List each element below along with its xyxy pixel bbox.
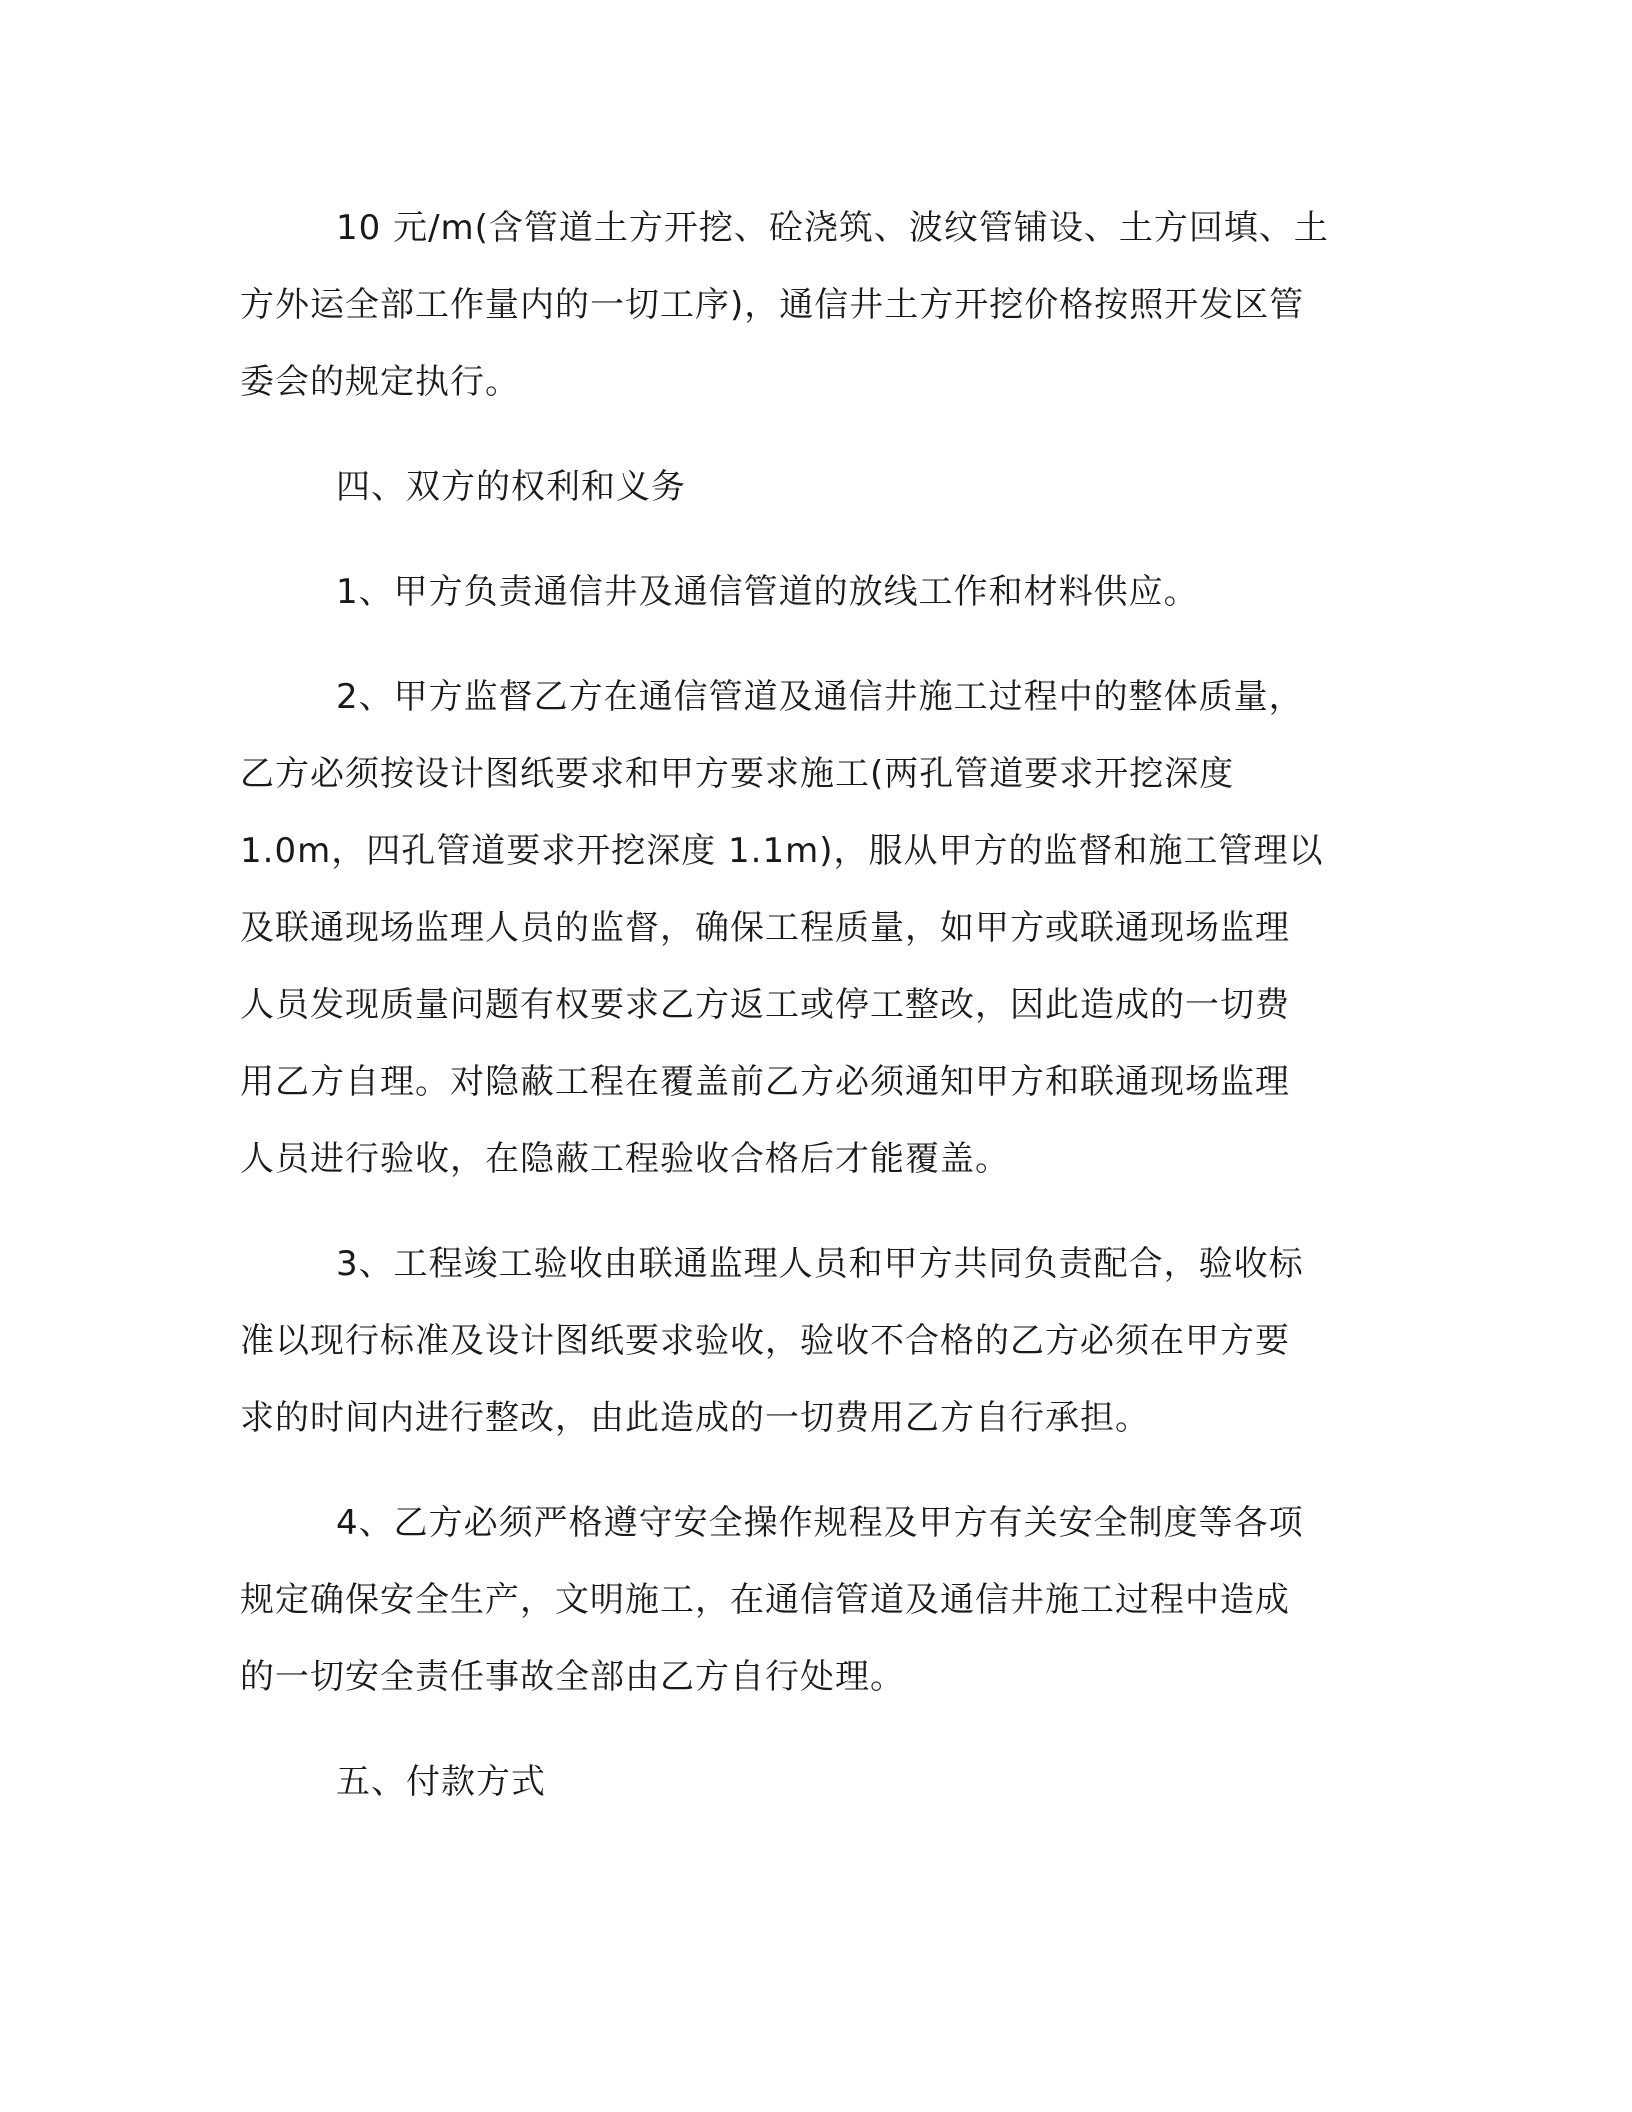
text-line: 方外运全部工作量内的一切工序)，通信井土方开挖价格按照开发区管 <box>240 285 1305 325</box>
text-line: 人员进行验收，在隐蔽工程验收合格后才能覆盖。 <box>240 1139 1010 1179</box>
text-line: 用乙方自理。对隐蔽工程在覆盖前乙方必须通知甲方和联通现场监理 <box>240 1062 1290 1102</box>
paragraph-item-2 <box>240 659 1375 1198</box>
paragraph-item-1 <box>240 554 1375 631</box>
text-line: 人员发现质量问题有权要求乙方返工或停工整改，因此造成的一切费 <box>240 985 1290 1025</box>
paragraph-unit-price <box>240 190 1375 421</box>
section-heading-payment-method <box>240 1744 1375 1821</box>
text-line: 10 元/m(含管道土方开挖、砼浇筑、波纹管铺设、土方回填、土 <box>336 208 1329 248</box>
text-line: 的一切安全责任事故全部由乙方自行处理。 <box>240 1657 905 1697</box>
document-body <box>240 190 1375 1821</box>
paragraph-item-3 <box>240 1226 1375 1457</box>
text-line: 规定确保安全生产，文明施工，在通信管道及通信井施工过程中造成 <box>240 1580 1290 1620</box>
text-line: 1.0m，四孔管道要求开挖深度 1.1m)，服从甲方的监督和施工管理以 <box>240 831 1324 871</box>
heading-text: 五、付款方式 <box>336 1762 546 1802</box>
text-line: 1、甲方负责通信井及通信管道的放线工作和材料供应。 <box>336 572 1199 612</box>
heading-text: 四、双方的权利和义务 <box>336 467 686 507</box>
paragraph-item-4 <box>240 1485 1375 1716</box>
text-line: 委会的规定执行。 <box>240 362 520 402</box>
text-line: 2、甲方监督乙方在通信管道及通信井施工过程中的整体质量， <box>336 677 1304 717</box>
text-line: 3、工程竣工验收由联通监理人员和甲方共同负责配合，验收标 <box>336 1244 1304 1284</box>
section-heading-rights-obligations <box>240 449 1375 526</box>
text-line: 4、乙方必须严格遵守安全操作规程及甲方有关安全制度等各项 <box>336 1503 1304 1543</box>
text-line: 及联通现场监理人员的监督，确保工程质量，如甲方或联通现场监理 <box>240 908 1290 948</box>
text-line: 准以现行标准及设计图纸要求验收，验收不合格的乙方必须在甲方要 <box>240 1321 1290 1361</box>
text-line: 乙方必须按设计图纸要求和甲方要求施工(两孔管道要求开挖深度 <box>240 754 1235 794</box>
text-line: 求的时间内进行整改，由此造成的一切费用乙方自行承担。 <box>240 1398 1150 1438</box>
